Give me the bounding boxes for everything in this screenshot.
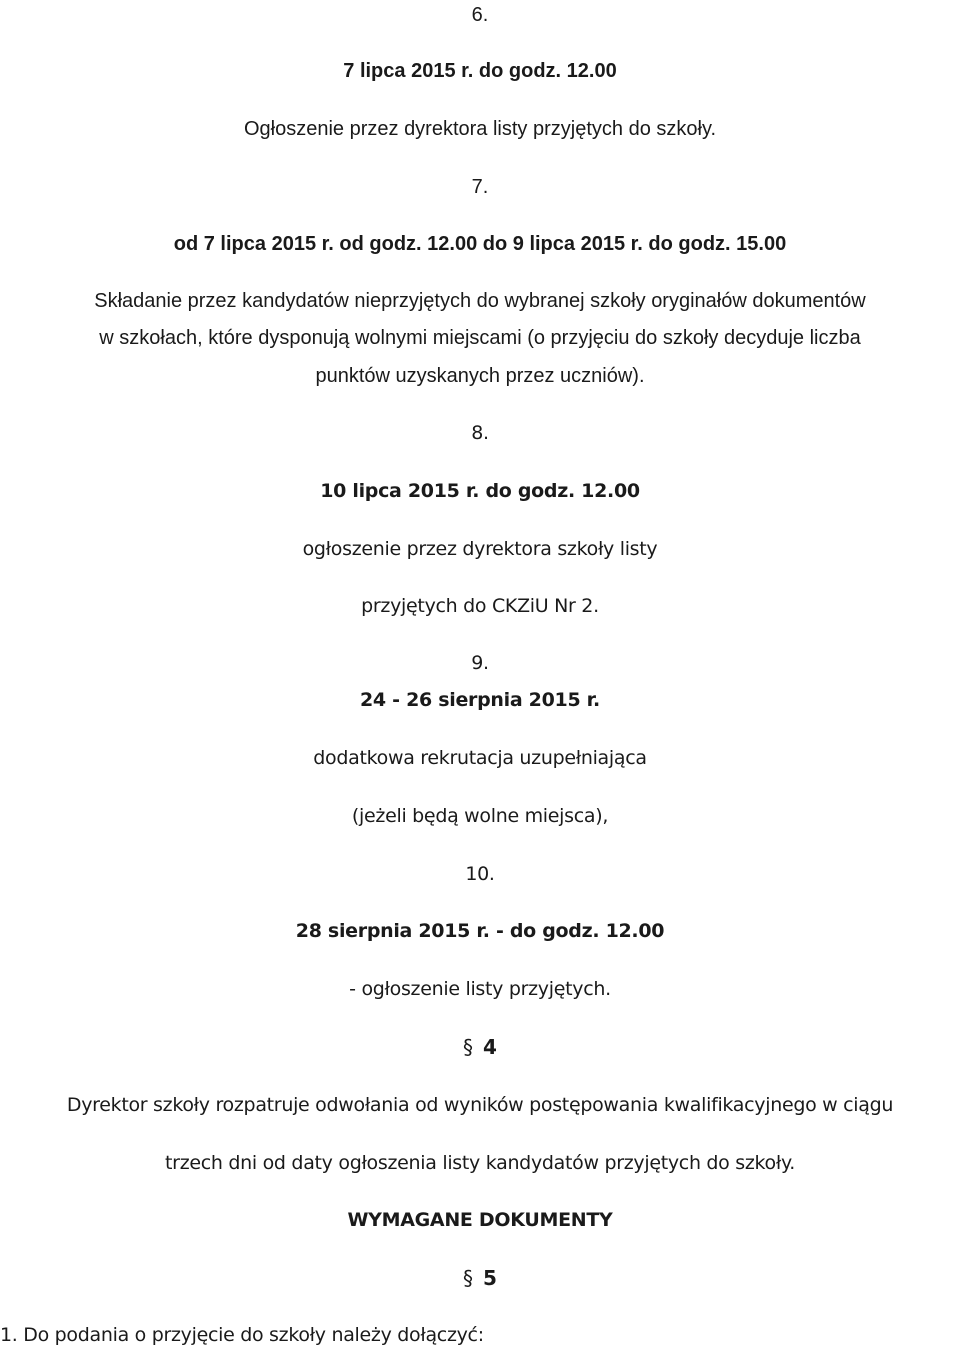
item-9-number: 9. xyxy=(471,652,489,674)
item-8-description-line-2: przyjętych do CKZiU Nr 2. xyxy=(361,595,599,617)
item-7-description-line-1: Składanie przez kandydatów nieprzyjętych do wybranej szkoły oryginałów dokumentów xyxy=(94,290,866,312)
item-10-description: - ogłoszenie listy przyjętych. xyxy=(349,978,611,1000)
item-6-number: 6. xyxy=(471,4,489,26)
section-5-number: 5 xyxy=(483,1266,497,1290)
section-5-first-line: 1. Do podania o przyjęcie do szkoły należy dołączyć: xyxy=(0,1324,484,1346)
section-5-heading xyxy=(0,1266,960,1290)
item-6-description: Ogłoszenie przez dyrektora listy przyjętych do szkoły. xyxy=(243,118,717,140)
section-4-number: 4 xyxy=(483,1035,497,1059)
section-sign: § xyxy=(463,1266,474,1290)
section-4-text-line-1: Dyrektor szkoły rozpatruje odwołania od wyników postępowania kwalifikacyjnego w ciągu xyxy=(66,1094,894,1116)
item-8-number: 8. xyxy=(471,422,489,444)
section-sign: § xyxy=(463,1035,474,1059)
item-10-number: 10. xyxy=(465,863,495,885)
item-8-date: 10 lipca 2015 r. do godz. 12.00 xyxy=(320,480,640,502)
item-7-date: od 7 lipca 2015 r. od godz. 12.00 do 9 lipca 2015 r. do godz. 15.00 xyxy=(173,233,787,255)
item-9-date: 24 - 26 sierpnia 2015 r. xyxy=(360,689,600,711)
item-6-date: 7 lipca 2015 r. do godz. 12.00 xyxy=(343,60,617,82)
item-7-number: 7. xyxy=(471,176,489,198)
required-documents-heading: WYMAGANE DOKUMENTY xyxy=(347,1209,613,1231)
section-4-heading xyxy=(0,1035,960,1059)
item-7-description-line-3: punktów uzyskanych przez uczniów). xyxy=(315,365,645,387)
item-7-description-line-2: w szkołach, które dysponują wolnymi miejscami (o przyjęciu do szkoły decyduje liczba xyxy=(99,327,861,349)
item-9-description-line-1: dodatkowa rekrutacja uzupełniająca xyxy=(313,747,647,769)
item-8-description-line-1: ogłoszenie przez dyrektora szkoły listy xyxy=(302,538,658,560)
item-9-description-line-2: (jeżeli będą wolne miejsca), xyxy=(351,805,609,827)
item-10-date: 28 sierpnia 2015 r. - do godz. 12.00 xyxy=(295,920,665,942)
section-4-text-line-2: trzech dni od daty ogłoszenia listy kandydatów przyjętych do szkoły. xyxy=(165,1152,795,1174)
